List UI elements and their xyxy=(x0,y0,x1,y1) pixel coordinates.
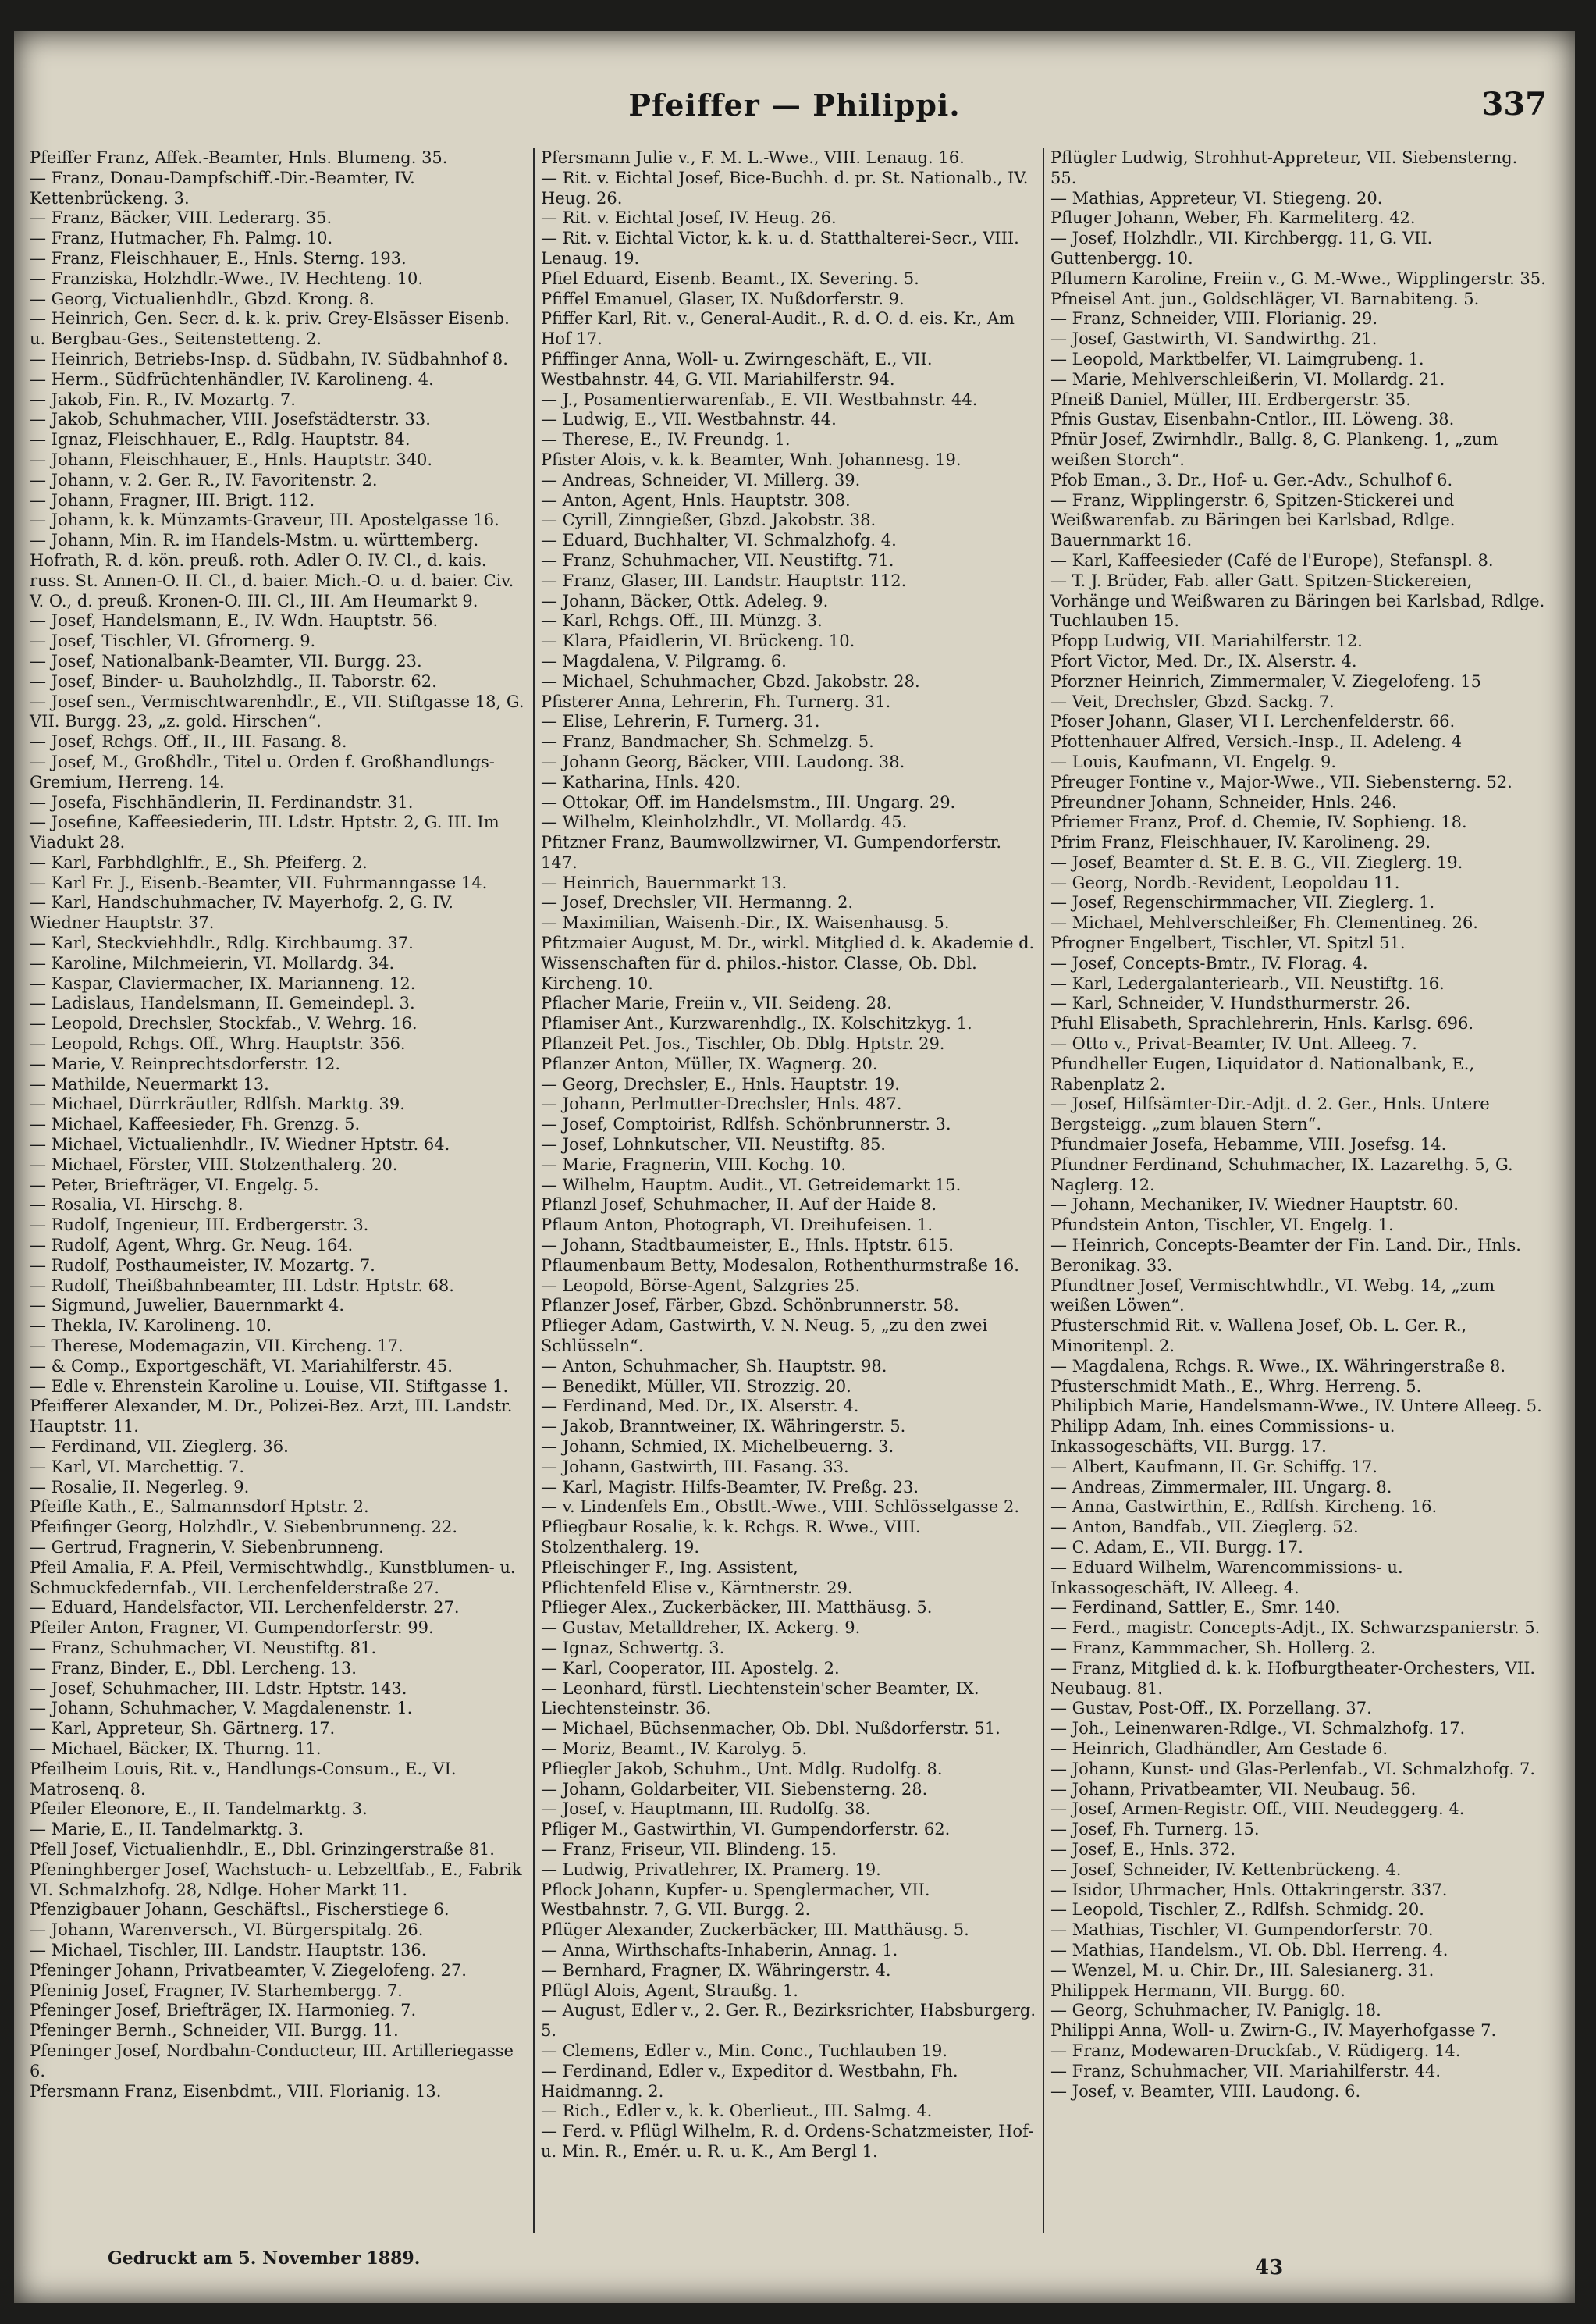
directory-entry: Pfiel Eduard, Eisenb. Beamt., IX. Severing. 5. xyxy=(541,269,919,288)
directory-entry: Pfitzner Franz, Baumwollzwirner, VI. Gumpendorferstr. 147. xyxy=(541,833,1002,872)
directory-entry: Pfeninger Johann, Privatbeamter, V. Ziegelofeng. 27. xyxy=(30,1960,467,1980)
directory-entry: — Magdalena, Rchgs. R. Wwe., IX. Währingerstraße 8. xyxy=(1050,1356,1506,1376)
directory-entry: — Marie, Fragnerin, VIII. Kochg. 10. xyxy=(541,1155,847,1174)
directory-entry: Pfottenhauer Alfred, Versich.-Insp., II. Adeleng. 4 xyxy=(1050,732,1463,752)
directory-entry: — Josef, Handelsmann, E., IV. Wdn. Hauptstr. 56. xyxy=(30,611,439,631)
directory-entry: — Mathilde, Neuermarkt 13. xyxy=(30,1074,269,1094)
directory-entry: — Karl, Ledergalanteriearb., VII. Neustiftg. 16. xyxy=(1050,973,1445,993)
signature-mark: 43 xyxy=(1255,2256,1284,2280)
directory-entry: Pfeifle Kath., E., Salmannsdorf Hptstr. 2. xyxy=(30,1497,369,1517)
directory-entry: — Karl, Magistr. Hilfs-Beamter, IV. Preßg. 23. xyxy=(541,1477,919,1497)
directory-entry: — Johann, v. 2. Ger. R., IV. Favoritenstr. 2. xyxy=(30,470,378,489)
directory-entry: — Johann, Stadtbaumeister, E., Hnls. Hptstr. 615. xyxy=(541,1236,954,1255)
directory-entry: — Michael, Victualienhdlr., IV. Wiedner Hptstr. 64. xyxy=(30,1135,450,1155)
directory-entry: — Ferdinand, VII. Zieglerg. 36. xyxy=(30,1437,289,1456)
directory-entry: — Josef, M., Großhdlr., Titel u. Orden f. Großhandlungs-Gremium, Herreng. 14. xyxy=(30,752,495,792)
directory-entry: — Josef, Tischler, VI. Gfrornerg. 9. xyxy=(30,632,316,651)
directory-entry: — Ottokar, Off. im Handelsmstm., III. Ungarg. 29. xyxy=(541,792,956,812)
directory-page xyxy=(14,31,1575,2303)
directory-entry: — Michael, Tischler, III. Landstr. Hauptstr. 136. xyxy=(30,1940,427,1959)
directory-entry: — Rudolf, Ingenieur, III. Erdbergerstr. 3. xyxy=(30,1215,369,1235)
directory-entry: — Michael, Mehlverschleißer, Fh. Clementineg. 26. xyxy=(1050,913,1478,933)
directory-entry: — Karl, Farbhdlghlfr., E., Sh. Pfeiferg. 2. xyxy=(30,852,368,872)
directory-entry: — Andreas, Zimmermaler, III. Ungarg. 8. xyxy=(1050,1477,1392,1497)
directory-entry: — Josef, Nationalbank-Beamter, VII. Burgg. 23. xyxy=(30,651,422,671)
directory-entry: — Franz, Glaser, III. Landstr. Hauptstr. 112. xyxy=(541,571,907,590)
directory-entry: Pflock Johann, Kupfer- u. Spenglermacher, VII. Westbahnstr. 7, G. VII. Burgg. 2. xyxy=(541,1880,930,1920)
directory-entry: Pfell Josef, Victualienhdlr., E., Dbl. Grinzingerstraße 81. xyxy=(30,1839,495,1859)
directory-entry: Pfundtner Josef, Vermischtwhdlr., VI. Webg. 14, „zum weißen Löwen“. xyxy=(1050,1276,1495,1315)
directory-entry: — Rudolf, Agent, Whrg. Gr. Neug. 164. xyxy=(30,1236,354,1255)
directory-entry: Pfrim Franz, Fleischhauer, IV. Karolineng. 29. xyxy=(1050,833,1431,852)
column-right xyxy=(1043,148,1552,2233)
directory-entry: — Jakob, Branntweiner, IX. Währingerstr. 5. xyxy=(541,1417,906,1436)
directory-entry: — Karl, Schneider, V. Hundsthurmerstr. 26. xyxy=(1050,994,1411,1013)
directory-entry: Philipp Adam, Inh. eines Commissions- u. Inkassogeschäfts, VII. Burgg. 17. xyxy=(1050,1417,1395,1456)
directory-entry: — Leopold, Drechsler, Stockfab., V. Wehrg. 16. xyxy=(30,1014,418,1034)
directory-entry: — Karl, VI. Marchettig. 7. xyxy=(30,1457,244,1476)
directory-entry: Pfluger Johann, Weber, Fh. Karmeliterg. 42. xyxy=(1050,208,1416,228)
directory-entry: — Karl, Rchgs. Off., III. Münzg. 3. xyxy=(541,611,823,631)
directory-entry: — Thekla, IV. Karolineng. 10. xyxy=(30,1316,272,1336)
directory-entry: — Josef, E., Hnls. 372. xyxy=(1050,1839,1236,1859)
directory-entry: — Josef, Hilfsämter-Dir.-Adjt. d. 2. Ger., Hnls. Untere Bergsteigg. „zum blauen Stern“. xyxy=(1050,1094,1490,1134)
directory-entry: — Franz, Hutmacher, Fh. Palmg. 10. xyxy=(30,229,333,248)
directory-entry: Pflamiser Ant., Kurzwarenhdlg., IX. Kolschitzkyg. 1. xyxy=(541,1014,972,1034)
directory-entry: Pflanzer Anton, Müller, IX. Wagnerg. 20. xyxy=(541,1054,878,1073)
directory-entry: Pfitzmaier August, M. Dr., wirkl. Mitglied d. k. Akademie d. Wissenschaften für d. philos.-histor. Classe, Ob. Dbl. Kircheng. 10. xyxy=(541,934,1035,993)
directory-entry: — Peter, Briefträger, VI. Engelg. 5. xyxy=(30,1175,319,1194)
running-title: Pfeiffer — Philippi. xyxy=(628,87,961,123)
directory-entry: — Josef, Fh. Turnerg. 15. xyxy=(1050,1820,1260,1839)
directory-entry: — Johann, Bäcker, Ottk. Adeleg. 9. xyxy=(541,591,829,610)
directory-entry: — Franz, Donau-Dampfschiff.-Dir.-Beamter, IV. Kettenbrückeng. 3. xyxy=(30,168,415,208)
directory-entry: Pflieger Alex., Zuckerbäcker, III. Matthäusg. 5. xyxy=(541,1598,933,1618)
directory-entry: Pfiffel Emanuel, Glaser, IX. Nußdorferstr. 9. xyxy=(541,289,905,308)
column-middle xyxy=(533,148,1043,2233)
directory-entry: — Magdalena, V. Pilgramg. 6. xyxy=(541,651,787,671)
directory-entry: — Josefa, Fischhändlerin, II. Ferdinandstr. 31. xyxy=(30,792,414,812)
directory-entry: — Heinrich, Concepts-Beamter der Fin. Land. Dir., Hnls. Beronikag. 33. xyxy=(1050,1236,1521,1275)
directory-entry: — Ferd. v. Pflügl Wilhelm, R. d. Ordens-Schatzmeister, Hof- u. Min. R., Emér. u. R. u. K., Am Bergl 1. xyxy=(541,2122,1034,2161)
directory-entry: — v. Lindenfels Em., Obstlt.-Wwe., VIII. Schlösselgasse 2. xyxy=(541,1497,1020,1517)
directory-entry: — Louis, Kaufmann, VI. Engelg. 9. xyxy=(1050,752,1337,771)
directory-entry: — Josef sen., Vermischtwarenhdlr., E., VII. Stiftgasse 18, G. VII. Burgg. 23, „z. gold. Hirschen“. xyxy=(30,692,524,731)
directory-entry: — Karl Fr. J., Eisenb.-Beamter, VII. Fuhrmanngasse 14. xyxy=(30,873,488,892)
directory-entry: — Josef, Gastwirth, VI. Sandwirthg. 21. xyxy=(1050,329,1377,349)
directory-entry: — Georg, Nordb.-Revident, Leopoldau 11. xyxy=(1050,873,1400,892)
directory-entry: — Therese, E., IV. Freundg. 1. xyxy=(541,430,791,450)
directory-entry: — Johann, Mechaniker, IV. Wiedner Hauptstr. 60. xyxy=(1050,1195,1459,1215)
directory-entry: — Georg, Schuhmacher, IV. Paniglg. 18. xyxy=(1050,2001,1381,2020)
directory-entry: — Franz, Modewaren-Druckfab., V. Rüdigerg. 14. xyxy=(1050,2041,1461,2060)
directory-entry: — Heinrich, Betriebs-Insp. d. Südbahn, IV. Südbahnhof 8. xyxy=(30,349,508,368)
directory-entry: — Heinrich, Bauernmarkt 13. xyxy=(541,873,787,892)
directory-entry: — Leopold, Börse-Agent, Salzgries 25. xyxy=(541,1276,861,1295)
directory-entry: — C. Adam, E., VII. Burgg. 17. xyxy=(1050,1537,1303,1557)
directory-entry: — Michael, Bäcker, IX. Thurng. 11. xyxy=(30,1739,322,1758)
directory-entry: — Otto v., Privat-Beamter, IV. Unt. Alleeg. 7. xyxy=(1050,1034,1417,1054)
directory-entry: — Franz, Binder, E., Dbl. Lercheng. 13. xyxy=(30,1658,357,1678)
directory-entry: — Marie, V. Reinprechtsdorferstr. 12. xyxy=(30,1054,341,1073)
directory-entry: — Georg, Victualienhdlr., Gbzd. Krong. 8. xyxy=(30,289,375,308)
directory-entry: Pfister Alois, v. k. k. Beamter, Wnh. Johannesg. 19. xyxy=(541,450,962,469)
directory-entry: — Franz, Bandmacher, Sh. Schmelzg. 5. xyxy=(541,732,874,752)
directory-entry: — Jakob, Fin. R., IV. Mozartg. 7. xyxy=(30,390,296,409)
directory-entry: — Josef, Lohnkutscher, VII. Neustiftg. 85. xyxy=(541,1135,886,1155)
directory-entry: — Rit. v. Eichtal Josef, Bice-Buchh. d. pr. St. Nationalb., IV. Heug. 26. xyxy=(541,168,1029,208)
directory-entry: — Heinrich, Gladhändler, Am Gestade 6. xyxy=(1050,1739,1388,1758)
directory-entry: — Johann, Gastwirth, III. Fasang. 33. xyxy=(541,1457,849,1476)
directory-entry: — Mathias, Tischler, VI. Gumpendorferstr. 70. xyxy=(1050,1920,1434,1940)
directory-entry: — Josef, v. Beamter, VIII. Laudong. 6. xyxy=(1050,2081,1361,2101)
directory-entry: — Herm., Südfrüchtenhändler, IV. Karolineng. 4. xyxy=(30,369,434,389)
directory-entry: — Franz, Schuhmacher, VII. Neustiftg. 71. xyxy=(541,550,894,570)
directory-entry: — Franz, Fleischhauer, E., Hnls. Sterng. 193. xyxy=(30,248,407,268)
directory-entry: Pfeilheim Louis, Rit. v., Handlungs-Consum., E., VI. Matrosenq. 8. xyxy=(30,1759,457,1799)
directory-entry: — Ignaz, Schwertg. 3. xyxy=(541,1638,725,1657)
directory-entry: — Marie, Mehlverschleißerin, VI. Mollardg. 21. xyxy=(1050,369,1445,389)
directory-entry: — Johann, Min. R. im Handels-Mstm. u. württemberg. Hofrath, R. d. kön. preuß. roth. Adler O. IV. Cl., d. kais. russ. St. Annen-O. II. Cl., d. baier. Mich.-O. u. d. baier. Civ. V. O., d. preuß. Kronen-O. III. Cl., III. Am Heumarkt 9. xyxy=(30,531,514,610)
directory-entry: Pfliger M., Gastwirthin, VI. Gumpendorferstr. 62. xyxy=(541,1820,951,1839)
directory-entry: Pflügl Alois, Agent, Straußg. 1. xyxy=(541,1981,798,2000)
directory-entry: Pflaumenbaum Betty, Modesalon, Rothenthurmstraße 16. xyxy=(541,1255,1019,1275)
directory-entry: — Michael, Förster, VIII. Stolzenthalerg. 20. xyxy=(30,1155,398,1174)
directory-entry: Pflanzl Josef, Schuhmacher, II. Auf der Haide 8. xyxy=(541,1195,937,1215)
directory-entry: — Franziska, Holzhdlr.-Wwe., IV. Hechteng. 10. xyxy=(30,269,424,288)
directory-entry: — T. J. Brüder, Fab. aller Gatt. Spitzen-Stickereien, Vorhänge und Weißwaren zu Bäringen bei Karlsbad, Rdlge. Tuchlauben 15. xyxy=(1050,571,1545,631)
directory-entry: Pflanzeit Pet. Jos., Tischler, Ob. Dblg. Hptstr. 29. xyxy=(541,1034,945,1054)
directory-entry: — Wilhelm, Kleinholzhdlr., VI. Mollardg. 45. xyxy=(541,813,908,832)
directory-entry: — Mathias, Handelsm., VI. Ob. Dbl. Herreng. 4. xyxy=(1050,1940,1448,1959)
directory-entry: — Bernhard, Fragner, IX. Währingerstr. 4. xyxy=(541,1960,891,1980)
directory-entry: Pfneisel Ant. jun., Goldschläger, VI. Barnabiteng. 5. xyxy=(1050,289,1480,308)
directory-entry: Pfoser Johann, Glaser, VI I. Lerchenfelderstr. 66. xyxy=(1050,712,1456,731)
directory-entry: Pfort Victor, Med. Dr., IX. Alserstr. 4. xyxy=(1050,651,1357,671)
directory-entry: — Karl, Handschuhmacher, IV. Mayerhofg. 2, G. IV. Wiedner Hauptstr. 37. xyxy=(30,893,453,933)
directory-entry: — Gustav, Post-Off., IX. Porzellang. 37. xyxy=(1050,1699,1372,1718)
directory-entry: — Jakob, Schuhmacher, VIII. Josefstädterstr. 33. xyxy=(30,410,431,429)
directory-entry: — Heinrich, Gen. Secr. d. k. k. priv. Grey-Elsässer Eisenb. u. Bergbau-Ges., Seitenstetteng. 2. xyxy=(30,309,510,349)
directory-entry: Pfliegbaur Rosalie, k. k. Rchgs. R. Wwe., VIII. Stolzenthalerg. 19. xyxy=(541,1518,921,1557)
directory-entry: Pforzner Heinrich, Zimmermaler, V. Ziegelofeng. 15 xyxy=(1050,671,1481,691)
column-left xyxy=(23,148,533,2233)
directory-entry: — Johann, Goldarbeiter, VII. Siebensterng. 28. xyxy=(541,1779,928,1799)
page-header xyxy=(14,31,1575,133)
directory-entry: — Karl, Steckviehhdlr., Rdlg. Kirchbaumg. 37. xyxy=(30,934,414,953)
directory-entry: — Rosalia, VI. Hirschg. 8. xyxy=(30,1195,243,1215)
directory-entry: — Michael, Kaffeesieder, Fh. Grenzg. 5. xyxy=(30,1115,361,1134)
directory-entry: — Josef, Rchgs. Off., II., III. Fasang. 8. xyxy=(30,732,347,752)
directory-entry: — Johann, Kunst- und Glas-Perlenfab., VI. Schmalzhofg. 7. xyxy=(1050,1759,1536,1778)
directory-entry: — Johann, Schuhmacher, V. Magdalenenstr. 1. xyxy=(30,1699,413,1718)
directory-entry: — Marie, E., II. Tandelmarktg. 3. xyxy=(30,1820,304,1839)
directory-entry: — Isidor, Uhrmacher, Hnls. Ottakringerstr. 337. xyxy=(1050,1880,1448,1899)
directory-entry: Philipbich Marie, Handelsmann-Wwe., IV. Untere Alleeg. 5. xyxy=(1050,1397,1542,1416)
directory-entry: — Eduard Wilhelm, Warencommissions- u. Inkassogeschäft, IV. Alleeg. 4. xyxy=(1050,1557,1403,1597)
directory-entry: — Karoline, Milchmeierin, VI. Mollardg. 34. xyxy=(30,953,395,973)
print-date: Gedruckt am 5. November 1889. xyxy=(108,2248,421,2269)
directory-entry: — Josef, Holzhdlr., VII. Kirchbergg. 11, G. VII. Guttenbergg. 10. xyxy=(1050,229,1433,268)
directory-entry: — Josef, Schuhmacher, III. Ldstr. Hptstr. 143. xyxy=(30,1678,407,1698)
directory-entry: — Clemens, Edler v., Min. Conc., Tuchlauben 19. xyxy=(541,2041,948,2060)
directory-entry: — Franz, Friseur, VII. Blindeng. 15. xyxy=(541,1839,837,1859)
directory-entry: — Josef, Concepts-Bmtr., IV. Florag. 4. xyxy=(1050,953,1368,973)
directory-entry: — Josef, Regenschirmmacher, VII. Zieglerg. 1. xyxy=(1050,893,1435,913)
directory-entry: Pflaum Anton, Photograph, VI. Dreihufeisen. 1. xyxy=(541,1215,933,1235)
directory-entry: Pfliegler Jakob, Schuhm., Unt. Mdlg. Rudolfg. 8. xyxy=(541,1759,943,1778)
directory-entry: — Anna, Wirthschafts-Inhaberin, Annag. 1. xyxy=(541,1940,898,1959)
directory-entry: — Ferdinand, Med. Dr., IX. Alserstr. 4. xyxy=(541,1397,859,1416)
directory-entry: — Veit, Drechsler, Gbzd. Sackg. 7. xyxy=(1050,692,1335,711)
directory-entry: Pfersmann Franz, Eisenbdmt., VIII. Florianig. 13. xyxy=(30,2081,442,2101)
directory-entry: Pfeninger Josef, Briefträger, IX. Harmonieg. 7. xyxy=(30,2001,417,2020)
directory-entry: — Josef, Schneider, IV. Kettenbrückeng. 4. xyxy=(1050,1860,1402,1879)
directory-entry: — J., Posamentierwarenfab., E. VII. Westbahnstr. 44. xyxy=(541,390,978,409)
directory-entry: Pfeifferer Alexander, M. Dr., Polizei-Bez. Arzt, III. Landstr. Hauptstr. 11. xyxy=(30,1397,513,1436)
directory-entry: — Leonhard, fürstl. Liechtenstein'scher Beamter, IX. Liechtensteinstr. 36. xyxy=(541,1678,979,1718)
directory-entry: — Franz, Schuhmacher, VII. Mariahilferstr. 44. xyxy=(1050,2061,1441,2080)
directory-entry: — Franz, Schuhmacher, VI. Neustiftg. 81. xyxy=(30,1638,377,1657)
directory-entry: — Leopold, Rchgs. Off., Whrg. Hauptstr. 356. xyxy=(30,1034,406,1054)
directory-entry: — Gertrud, Fragnerin, V. Siebenbrunneng. xyxy=(30,1537,384,1557)
directory-entry: — Josef, Beamter d. St. E. B. G., VII. Zieglerg. 19. xyxy=(1050,852,1463,872)
directory-entry: Pfeninghberger Josef, Wachstuch- u. Lebzeltfab., E., Fabrik VI. Schmalzhofg. 28, Ndlge. Hoher Markt 11. xyxy=(30,1860,522,1899)
directory-entry: Pfenzigbauer Johann, Geschäftsl., Fischerstiege 6. xyxy=(30,1900,450,1920)
directory-entry: — Rit. v. Eichtal Josef, IV. Heug. 26. xyxy=(541,208,837,228)
directory-entry: Pfundheller Eugen, Liquidator d. Nationalbank, E., Rabenplatz 2. xyxy=(1050,1054,1475,1094)
directory-entry: — Johann, k. k. Münzamts-Graveur, III. Apostelgasse 16. xyxy=(30,511,499,530)
directory-entry: Pflieger Adam, Gastwirth, V. N. Neug. 5, „zu den zwei Schlüsseln“. xyxy=(541,1316,988,1356)
directory-entry: — Elise, Lehrerin, F. Turnerg. 31. xyxy=(541,712,820,731)
directory-entry: — Rosalie, II. Negerleg. 9. xyxy=(30,1477,250,1497)
directory-entry: Pfundmaier Josefa, Hebamme, VIII. Josefsg. 14. xyxy=(1050,1135,1447,1155)
directory-entry: Pfundstein Anton, Tischler, VI. Engelg. 1. xyxy=(1050,1215,1394,1235)
directory-entry: — Katharina, Hnls. 420. xyxy=(541,772,741,792)
directory-entry: Pflanzer Josef, Färber, Gbzd. Schönbrunnerstr. 58. xyxy=(541,1296,959,1315)
directory-entry: — Josef, Drechsler, VII. Hermanng. 2. xyxy=(541,893,854,913)
directory-entry: — Sigmund, Juwelier, Bauernmarkt 4. xyxy=(30,1296,345,1315)
directory-entry: — Josef, Comptoirist, Rdlfsh. Schönbrunnerstr. 3. xyxy=(541,1115,951,1134)
directory-entry: Pfrogner Engelbert, Tischler, VI. Spitzl 51. xyxy=(1050,934,1406,953)
directory-entry: — Mathias, Appreteur, VI. Stiegeng. 20. xyxy=(1050,188,1383,208)
directory-entry: Pfnür Josef, Zwirnhdlr., Ballg. 8, G. Plankeng. 1, „zum weißen Storch“. xyxy=(1050,430,1498,469)
directory-entry: — Ludwig, Privatlehrer, IX. Pramerg. 19. xyxy=(541,1860,881,1879)
directory-entry: Pfneiß Daniel, Müller, III. Erdbergerstr. 35. xyxy=(1050,390,1411,409)
directory-entry: — Franz, Kammmacher, Sh. Hollerg. 2. xyxy=(1050,1638,1376,1657)
directory-entry: — Johann Georg, Bäcker, VIII. Laudong. 38. xyxy=(541,752,905,771)
directory-entry: — Josef, v. Hauptmann, III. Rudolfg. 38. xyxy=(541,1799,871,1819)
directory-entry: — Johann, Fragner, III. Brigt. 112. xyxy=(30,490,315,510)
directory-entry: — Josefine, Kaffeesiederin, III. Ldstr. Hptstr. 2, G. III. Im Viadukt 28. xyxy=(30,813,499,852)
directory-entry: Pfob Eman., 3. Dr., Hof- u. Ger.-Adv., Schulhof 6. xyxy=(1050,470,1453,489)
directory-entry: Pflichtenfeld Elise v., Kärntnerstr. 29. xyxy=(541,1578,853,1597)
directory-entry: Pfundner Ferdinand, Schuhmacher, IX. Lazarethg. 5, G. Naglerg. 12. xyxy=(1050,1155,1513,1194)
directory-entry: — Leopold, Marktbelfer, VI. Laimgrubeng. 1. xyxy=(1050,349,1424,368)
directory-entry: — Franz, Wipplingerstr. 6, Spitzen-Stickerei und Weißwarenfab. zu Bäringen bei Karlsbad, Rdlge. Bauernmarkt 16. xyxy=(1050,490,1456,550)
directory-entry: — & Comp., Exportgeschäft, VI. Mariahilferstr. 45. xyxy=(30,1356,453,1376)
directory-entry: — Karl, Appreteur, Sh. Gärtnerg. 17. xyxy=(30,1719,336,1739)
directory-entry: — Wenzel, M. u. Chir. Dr., III. Salesianerg. 31. xyxy=(1050,1960,1434,1980)
directory-entry: — Johann, Fleischhauer, E., Hnls. Hauptstr. 340. xyxy=(30,450,433,469)
directory-columns xyxy=(23,148,1566,2233)
directory-entry: — Wilhelm, Hauptm. Audit., VI. Getreidemarkt 15. xyxy=(541,1175,962,1194)
directory-entry: — Ferdinand, Sattler, E., Smr. 140. xyxy=(1050,1598,1341,1618)
directory-entry: — Anna, Gastwirthin, E., Rdlfsh. Kircheng. 16. xyxy=(1050,1497,1438,1517)
directory-entry: Pflumern Karoline, Freiin v., G. M.-Wwe., Wipplingerstr. 35. xyxy=(1050,269,1546,288)
directory-entry: Pflügler Ludwig, Strohhut-Appreteur, VII. Siebensterng. 55. xyxy=(1050,148,1518,187)
directory-entry: Pfeninig Josef, Fragner, IV. Starhembergg. 7. xyxy=(30,1981,403,2000)
directory-entry: — Eduard, Buchhalter, VI. Schmalzhofg. 4. xyxy=(541,531,897,550)
directory-entry: — Maximilian, Waisenh.-Dir., IX. Waisenhausg. 5. xyxy=(541,913,950,933)
directory-entry: Pfeil Amalia, F. A. Pfeil, Vermischtwhdlg., Kunstblumen- u. Schmuckfedernfab., VII. Lerchenfelderstraße 27. xyxy=(30,1557,516,1597)
directory-entry: — Anton, Agent, Hnls. Hauptstr. 308. xyxy=(541,490,851,510)
directory-entry: — August, Edler v., 2. Ger. R., Bezirksrichter, Habsburgerg. 5. xyxy=(541,2001,1036,2041)
directory-entry: — Anton, Schuhmacher, Sh. Hauptstr. 98. xyxy=(541,1356,887,1376)
directory-entry: Pflacher Marie, Freiin v., VII. Seideng. 28. xyxy=(541,994,892,1013)
directory-entry: — Moriz, Beamt., IV. Karolyg. 5. xyxy=(541,1739,808,1758)
directory-entry: — Rudolf, Theißbahnbeamter, III. Ldstr. Hptstr. 68. xyxy=(30,1276,454,1295)
directory-entry: Pfreundner Johann, Schneider, Hnls. 246. xyxy=(1050,792,1397,812)
directory-entry: Pflüger Alexander, Zuckerbäcker, III. Matthäusg. 5. xyxy=(541,1920,969,1940)
directory-entry: Pfriemer Franz, Prof. d. Chemie, IV. Sophieng. 18. xyxy=(1050,813,1467,832)
directory-entry: — Karl, Kaffeesieder (Café de l'Europe), Stefanspl. 8. xyxy=(1050,550,1494,570)
directory-entry: — Josef, Armen-Registr. Off., VIII. Neudeggerg. 4. xyxy=(1050,1799,1465,1819)
directory-entry: — Cyrill, Zinngießer, Gbzd. Jakobstr. 38. xyxy=(541,511,876,530)
directory-entry: Pfleischinger F., Ing. Assistent, xyxy=(541,1557,798,1577)
directory-entry: — Ladislaus, Handelsmann, II. Gemeindepl. 3. xyxy=(30,994,415,1013)
directory-entry: — Joh., Leinenwaren-Rdlge., VI. Schmalzhofg. 17. xyxy=(1050,1719,1466,1739)
directory-entry: Pfnis Gustav, Eisenbahn-Cntlor., III. Löweng. 38. xyxy=(1050,410,1455,429)
directory-entry: — Franz, Mitglied d. k. k. Hofburgtheater-Orchesters, VII. Neubaug. 81. xyxy=(1050,1658,1536,1698)
directory-entry: Pfiffinger Anna, Woll- u. Zwirngeschäft, E., VII. Westbahnstr. 44, G. VII. Mariahilferstr. 94. xyxy=(541,349,933,389)
directory-entry: — Rich., Edler v., k. k. Oberlieut., III. Salmg. 4. xyxy=(541,2102,933,2121)
directory-entry: — Klara, Pfaidlerin, VI. Brückeng. 10. xyxy=(541,632,855,651)
directory-entry: — Johann, Schmied, IX. Michelbeuerng. 3. xyxy=(541,1437,894,1456)
directory-entry: — Ferd., magistr. Concepts-Adjt., IX. Schwarzspanierstr. 5. xyxy=(1050,1618,1541,1638)
directory-entry: Philippi Anna, Woll- u. Zwirn-G., IV. Mayerhofgasse 7. xyxy=(1050,2021,1497,2041)
directory-entry: — Franz, Bäcker, VIII. Lederarg. 35. xyxy=(30,208,332,228)
directory-entry: — Michael, Büchsenmacher, Ob. Dbl. Nußdorferstr. 51. xyxy=(541,1719,1001,1739)
directory-entry: — Johann, Perlmutter-Drechsler, Hnls. 487. xyxy=(541,1094,902,1114)
directory-entry: Pfeninger Josef, Nordbahn-Conducteur, III. Artilleriegasse 6. xyxy=(30,2041,514,2080)
directory-entry: Pfiffer Karl, Rit. v., General-Audit., R. d. O. d. eis. Kr., Am Hof 17. xyxy=(541,309,1015,349)
directory-entry: — Franz, Schneider, VIII. Florianig. 29. xyxy=(1050,309,1378,329)
directory-entry: Pfeifinger Georg, Holzhdlr., V. Siebenbrunneng. 22. xyxy=(30,1518,457,1537)
directory-entry: Pfersmann Julie v., F. M. L.-Wwe., VIII. Lenaug. 16. xyxy=(541,148,965,167)
directory-entry: Pfeiler Eleonore, E., II. Tandelmarktg. 3. xyxy=(30,1799,368,1819)
directory-entry: Pfusterschmid Rit. v. Wallena Josef, Ob. L. Ger. R., Minoritenpl. 2. xyxy=(1050,1316,1467,1356)
page-number: 337 xyxy=(1481,86,1547,123)
directory-entry: — Leopold, Tischler, Z., Rdlfsh. Schmidg. 20. xyxy=(1050,1900,1424,1920)
directory-entry: Pfisterer Anna, Lehrerin, Fh. Turnerg. 31. xyxy=(541,692,891,711)
directory-entry: — Edle v. Ehrenstein Karoline u. Louise, VII. Stiftgasse 1. xyxy=(30,1376,509,1396)
directory-entry: — Albert, Kaufmann, II. Gr. Schiffg. 17. xyxy=(1050,1457,1377,1476)
directory-entry: Philippek Hermann, VII. Burgg. 60. xyxy=(1050,1981,1345,2000)
directory-entry: — Josef, Binder- u. Bauholzhdlg., II. Taborstr. 62. xyxy=(30,671,437,691)
directory-entry: — Andreas, Schneider, VI. Millerg. 39. xyxy=(541,470,861,489)
directory-entry: — Johann, Warenversch., VI. Bürgerspitalg. 26. xyxy=(30,1920,424,1940)
directory-entry: — Michael, Schuhmacher, Gbzd. Jakobstr. 28. xyxy=(541,671,920,691)
directory-entry: Pfeiffer Franz, Affek.-Beamter, Hnls. Blumeng. 35. xyxy=(30,148,448,167)
directory-entry: Pfopp Ludwig, VII. Mariahilferstr. 12. xyxy=(1050,632,1363,651)
directory-entry: — Ferdinand, Edler v., Expeditor d. Westbahn, Fh. Haidmanng. 2. xyxy=(541,2061,958,2101)
directory-entry: Pfeninger Bernh., Schneider, VII. Burgg. 11. xyxy=(30,2021,399,2041)
directory-entry: — Kaspar, Claviermacher, IX. Marianneng. 12. xyxy=(30,973,416,993)
directory-entry: — Rit. v. Eichtal Victor, k. k. u. d. Statthalterei-Secr., VIII. Lenaug. 19. xyxy=(541,229,1019,268)
directory-entry: Pfreuger Fontine v., Major-Wwe., VII. Siebensterng. 52. xyxy=(1050,772,1512,792)
directory-entry: — Johann, Privatbeamter, VII. Neubaug. 56. xyxy=(1050,1779,1416,1799)
directory-entry: — Benedikt, Müller, VII. Strozzig. 20. xyxy=(541,1376,851,1396)
directory-entry: Pfusterschmidt Math., E., Whrg. Herreng. 5. xyxy=(1050,1376,1422,1396)
directory-entry: — Ignaz, Fleischhauer, E., Rdlg. Hauptstr. 84. xyxy=(30,430,411,450)
directory-entry: — Gustav, Metalldreher, IX. Ackerg. 9. xyxy=(541,1618,861,1638)
directory-entry: — Karl, Cooperator, III. Apostelg. 2. xyxy=(541,1658,840,1678)
directory-entry: — Therese, Modemagazin, VII. Kircheng. 17. xyxy=(30,1336,403,1356)
directory-entry: Pfuhl Elisabeth, Sprachlehrerin, Hnls. Karlsg. 696. xyxy=(1050,1014,1474,1034)
directory-entry: — Ludwig, E., VII. Westbahnstr. 44. xyxy=(541,410,837,429)
directory-entry: — Eduard, Handelsfactor, VII. Lerchenfelderstr. 27. xyxy=(30,1598,460,1618)
directory-entry: — Michael, Dürrkräutler, Rdlfsh. Marktg. 39. xyxy=(30,1094,405,1114)
directory-entry: — Anton, Bandfab., VII. Zieglerg. 52. xyxy=(1050,1518,1359,1537)
directory-entry: Pfeiler Anton, Fragner, VI. Gumpendorferstr. 99. xyxy=(30,1618,434,1638)
directory-entry: — Georg, Drechsler, E., Hnls. Hauptstr. 19. xyxy=(541,1074,900,1094)
directory-entry: — Rudolf, Posthaumeister, IV. Mozartg. 7. xyxy=(30,1255,375,1275)
